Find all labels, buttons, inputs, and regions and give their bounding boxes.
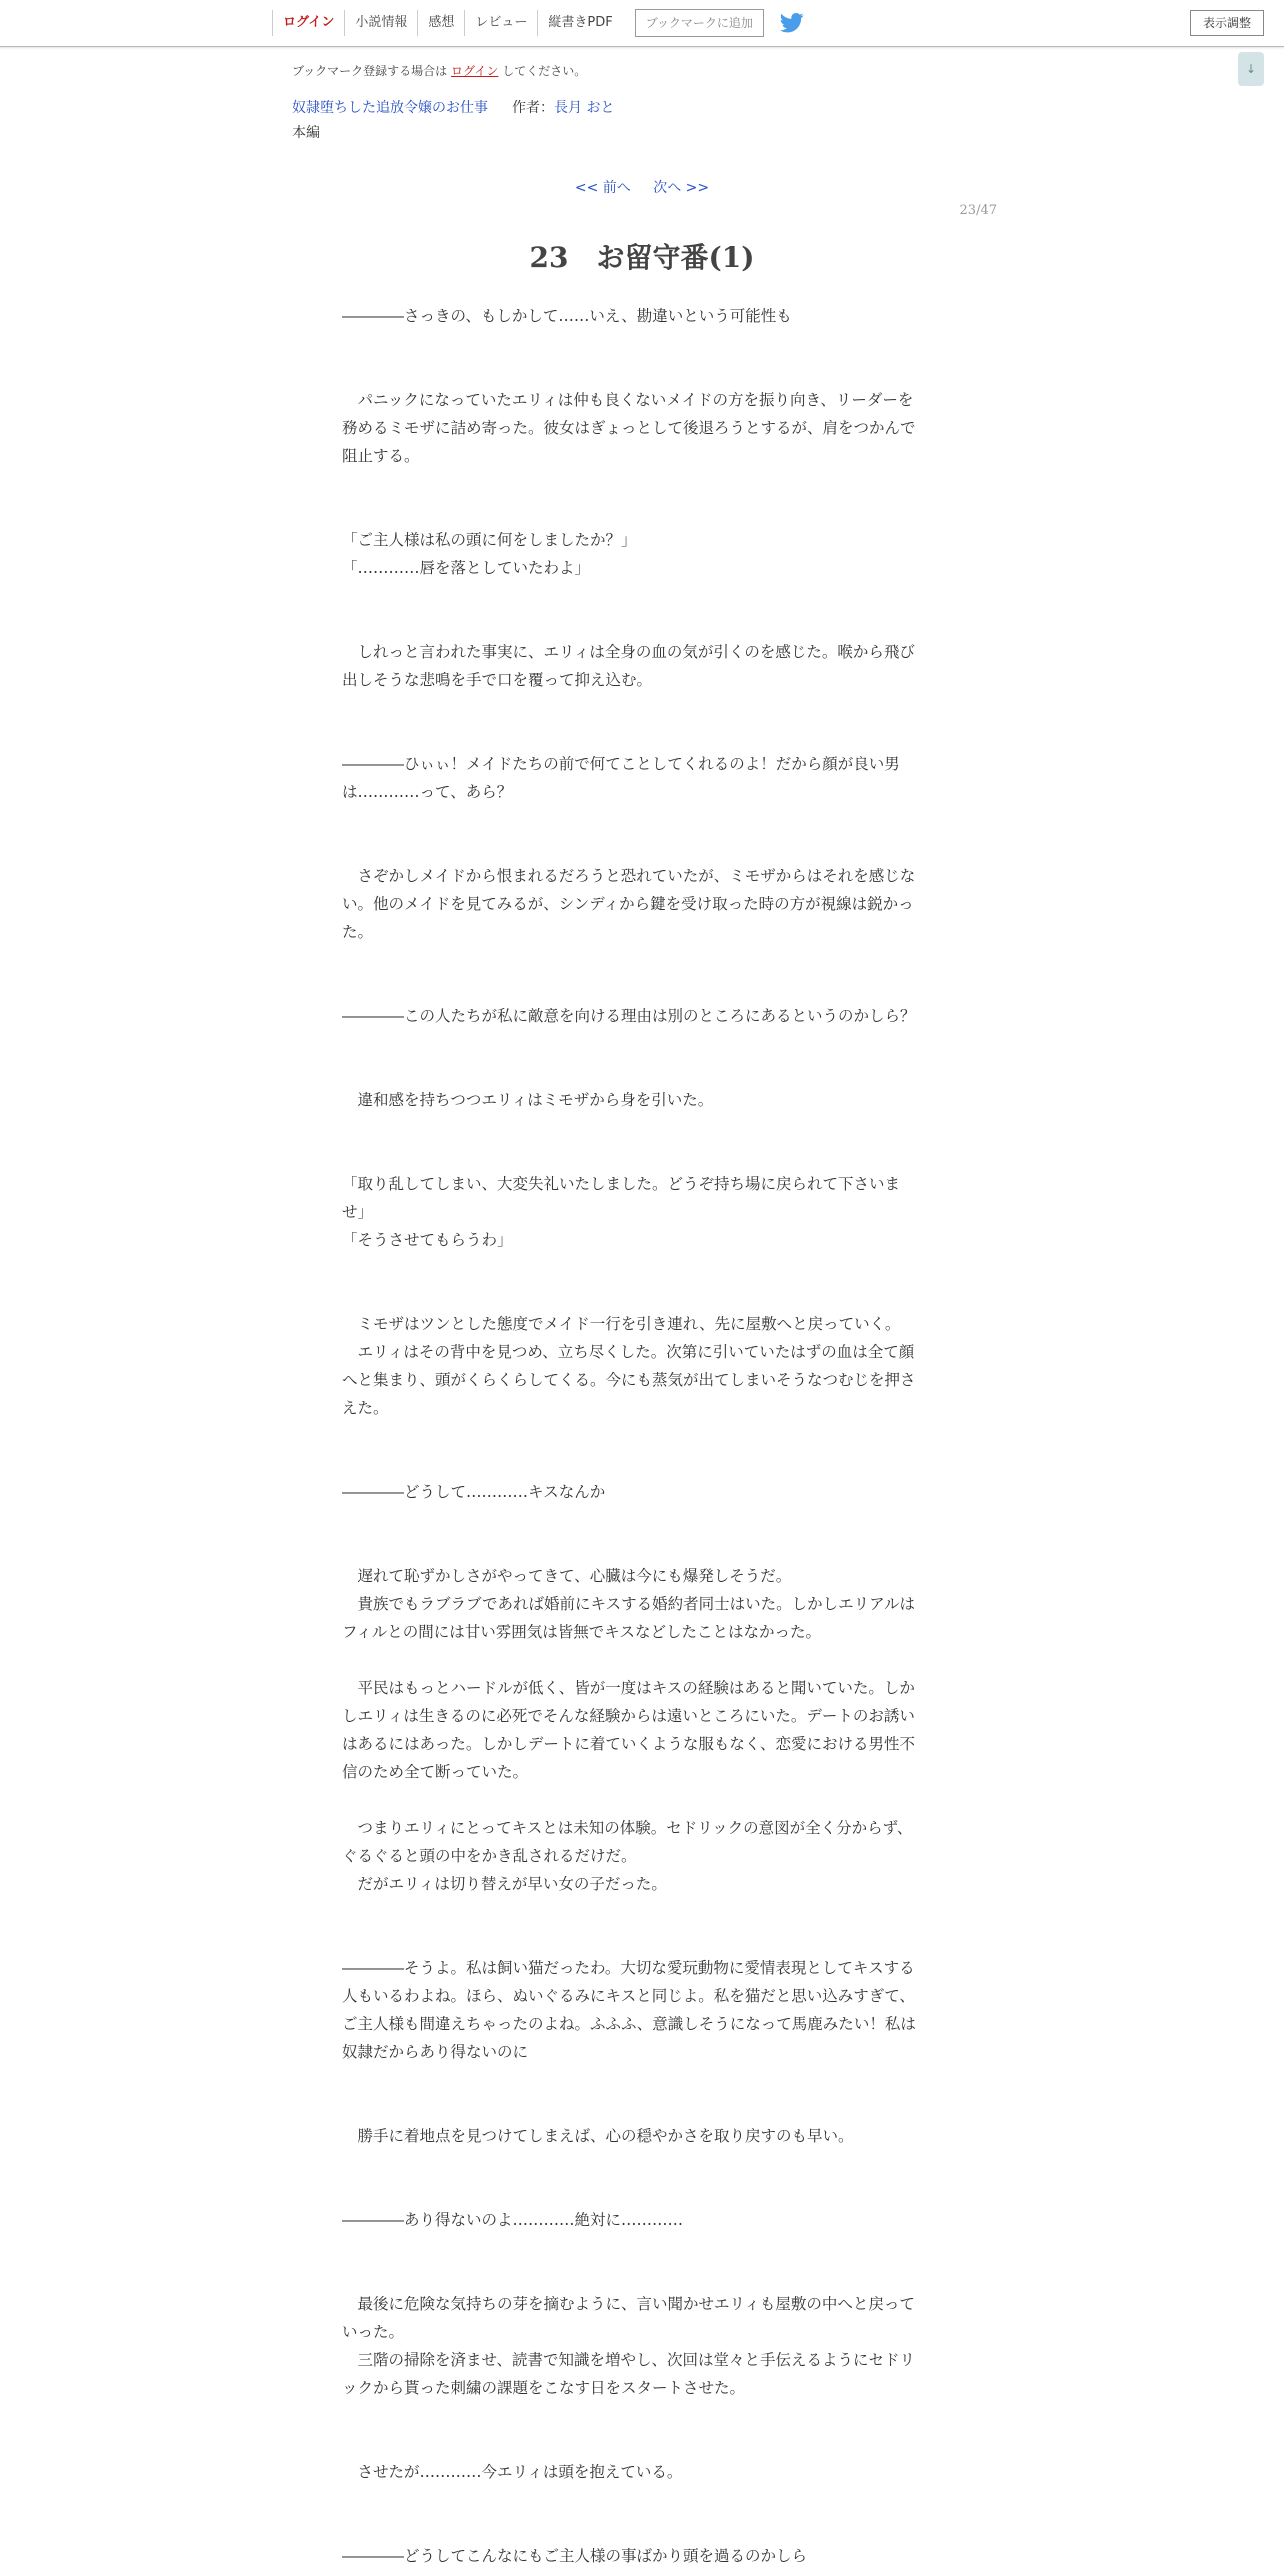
body-line: さぞかしメイドから恨まれるだろうと恐れていたが、ミモザからはそれを感じな	[342, 867, 916, 885]
body-line: つまりエリィにとってキスとは未知の体験。セドリックの意図が全く分からず、	[342, 1819, 913, 1837]
novel-body-text	[342, 302, 942, 2570]
body-line: 出しそうな悲鳴を手で口を覆って抑え込む。	[342, 671, 653, 689]
body-line	[342, 2234, 942, 2262]
body-line	[342, 2402, 942, 2430]
body-line	[342, 470, 942, 498]
body-line	[342, 1506, 942, 1534]
nav-menu	[272, 0, 804, 46]
body-line: 「そうさせてもらうわ」	[342, 1231, 513, 1249]
prev-chapter-link[interactable]: << 前へ	[574, 180, 631, 196]
body-line	[342, 582, 942, 610]
nav-novel-info-link[interactable]: 小説情報	[344, 10, 417, 36]
body-line: フィルとの間には甘い雰囲気は皆無でキスなどしたことはなかった。	[342, 1623, 821, 1641]
body-line	[342, 694, 942, 722]
body-line	[342, 1534, 942, 1562]
body-line: ――――どうしてこんなにもご主人様の事ばかり頭を過るのかしら	[342, 2547, 808, 2565]
body-line	[342, 2150, 942, 2178]
body-line: パニックになっていたエリィは仲も良くないメイドの方を振り向き、リーダーを	[342, 391, 914, 409]
body-line: は…………って、あら？	[342, 783, 513, 801]
body-line: 最後に危険な気持ちの芽を摘むように、言い聞かせエリィも屋敷の中へと戻って	[342, 2295, 915, 2313]
body-line	[342, 2262, 942, 2290]
body-line	[342, 1646, 942, 1674]
body-line: ――――そうよ。私は飼い猫だったわ。大切な愛玩動物に愛情表現としてキスする	[342, 1959, 915, 1977]
chapter-pager	[0, 177, 1284, 197]
body-line: 違和感を持ちつつエリィはミモザから身を引いた。	[342, 1091, 714, 1109]
body-line: しれっと言われた事実に、エリィは全身の血の気が引くのを感じた。喉から飛び	[342, 643, 915, 661]
twitter-bird-icon[interactable]	[780, 13, 804, 33]
body-line: ――――どうして…………キスなんか	[342, 1483, 606, 1501]
body-line	[342, 610, 942, 638]
body-line	[342, 1786, 942, 1814]
body-line: 信のため全て断っていた。	[342, 1763, 529, 1781]
body-line	[342, 1030, 942, 1058]
body-line: 人もいるわよね。ほら、ぬいぐるみにキスと同じよ。私を猫だと思い込みすぎて、	[342, 1987, 915, 2005]
body-line: ミモザはツンとした態度でメイド一行を引き連れ、先に屋敷へと戻っていく。	[342, 1315, 901, 1333]
body-line	[342, 2486, 942, 2514]
next-chapter-link[interactable]: 次へ >>	[653, 180, 710, 196]
body-line	[342, 2094, 942, 2122]
body-line: い。他のメイドを見てみるが、シンディから鍵を受け取った時の方が視線は鋭かっ	[342, 895, 914, 913]
body-line	[342, 806, 942, 834]
body-line	[342, 946, 942, 974]
body-line: だがエリィは切り替えが早い女の子だった。	[342, 1875, 667, 1893]
body-line: しエリィは生きるのに必死でそんな経験からは遠いところにいた。デートのお誘い	[342, 1707, 915, 1725]
body-line	[342, 358, 942, 386]
body-line	[342, 1114, 942, 1142]
body-line: 遅れて恥ずかしさがやってきて、心臓は今にも爆発しそうだ。	[342, 1567, 792, 1585]
body-line: 務めるミモザに詰め寄った。彼女はぎょっとして後退ろうとするが、肩をつかんで	[342, 419, 916, 437]
body-line: ――――この人たちが私に敵意を向ける理由は別のところにあるというのかしら？	[342, 1007, 916, 1025]
body-line	[342, 1422, 942, 1450]
chapter-title: 23 お留守番(1)	[529, 241, 755, 274]
body-line: 貴族でもラブラブであれば婚前にキスする婚約者同士はいた。しかしエリアルは	[342, 1595, 916, 1613]
novel-header	[292, 97, 614, 117]
body-line: 勝手に着地点を見つけてしまえば、心の穏やかさを取り戻すのも早い。	[342, 2127, 854, 2145]
body-line: た。	[342, 923, 374, 941]
body-line: 「取り乱してしまい、大変失礼いたしました。どうぞ持ち場に戻られて下さいま	[342, 1175, 901, 1193]
body-line: 奴隷だからあり得ないのに	[342, 2043, 529, 2061]
body-line	[342, 834, 942, 862]
nav-impressions-link[interactable]: 感想	[417, 10, 464, 36]
body-line: 「…………唇を落としていたわよ」	[342, 559, 591, 577]
body-line: 阻止する。	[342, 447, 420, 465]
part-label: 本編	[292, 125, 320, 141]
nav-login-link[interactable]: ログイン	[272, 10, 344, 36]
body-line: エリィはその背中を見つめ、立ち尽くした。次第に引いていたはずの血は全て顔	[342, 1343, 915, 1361]
top-nav-bar	[0, 0, 1284, 47]
body-line	[342, 1450, 942, 1478]
body-line: はあるにはあった。しかしデートに着ていくような服もなく、恋愛における男性不	[342, 1735, 916, 1753]
body-line	[342, 974, 942, 1002]
body-line	[342, 1058, 942, 1086]
body-line	[342, 1282, 942, 1310]
body-line: 三階の掃除を済ませ、読書で知識を増やし、次回は堂々と手伝えるようにセドリ	[342, 2351, 916, 2369]
body-line	[342, 2514, 942, 2542]
body-line	[342, 498, 942, 526]
body-line: ――――ひぃぃ！メイドたちの前で何てことしてくれるのよ！だから顔が良い男	[342, 755, 900, 773]
body-line: 「ご主人様は私の頭に何をしましたか？」	[342, 531, 637, 549]
nav-vertical-pdf-link[interactable]: 縦書きPDF	[537, 10, 622, 36]
body-line: ――――あり得ないのよ…………絶対に…………	[342, 2211, 684, 2229]
bookmark-login-notice	[292, 62, 586, 79]
notice-login-link[interactable]: ログイン	[451, 64, 499, 78]
body-line: ぐるぐると頭の中をかき乱されるだけだ。	[342, 1847, 637, 1865]
body-line: ックから貰った刺繍の課題をこなす日をスタートさせた。	[342, 2379, 746, 2397]
body-line	[342, 330, 942, 358]
body-line: えた。	[342, 1399, 389, 1417]
body-line	[342, 2430, 942, 2458]
body-line: へと集まり、頭がくらくらしてくる。今にも蒸気が出てしまいそうなつむじを押さ	[342, 1371, 916, 1389]
body-line: せ」	[342, 1203, 374, 1221]
body-line	[342, 1898, 942, 1926]
author-name-link[interactable]: 長月 おと	[554, 100, 615, 116]
notice-suffix: してください。	[502, 64, 587, 78]
body-line: 平民はもっとハードルが低く、皆が一度はキスの経験はあると聞いていた。しか	[342, 1679, 915, 1697]
body-line	[342, 1254, 942, 1282]
author-label: 作者：	[512, 100, 554, 116]
body-line	[342, 2178, 942, 2206]
page-count: 23/47	[959, 203, 997, 218]
display-settings-button[interactable]: 表示調整	[1190, 10, 1264, 36]
body-line	[342, 722, 942, 750]
body-line: ご主人様も間違えちゃったのよね。ふふふ、意識しそうになって馬鹿みたい！私は	[342, 2015, 916, 2033]
body-line	[342, 1926, 942, 1954]
body-line: いった。	[342, 2323, 405, 2341]
body-line	[342, 1142, 942, 1170]
nav-review-link[interactable]: レビュー	[464, 10, 537, 36]
body-line	[342, 2066, 942, 2094]
series-title-link[interactable]: 奴隷堕ちした追放令嬢のお仕事	[292, 100, 488, 116]
notice-prefix: ブックマーク登録する場合は	[292, 64, 448, 78]
body-line: ――――さっきの、もしかして……いえ、勘違いという可能性も	[342, 307, 792, 325]
scroll-down-button[interactable]: ↓	[1238, 52, 1264, 86]
body-line: させたが…………今エリィは頭を抱えている。	[342, 2463, 683, 2481]
bookmark-add-button[interactable]: ブックマークに追加	[635, 9, 764, 37]
